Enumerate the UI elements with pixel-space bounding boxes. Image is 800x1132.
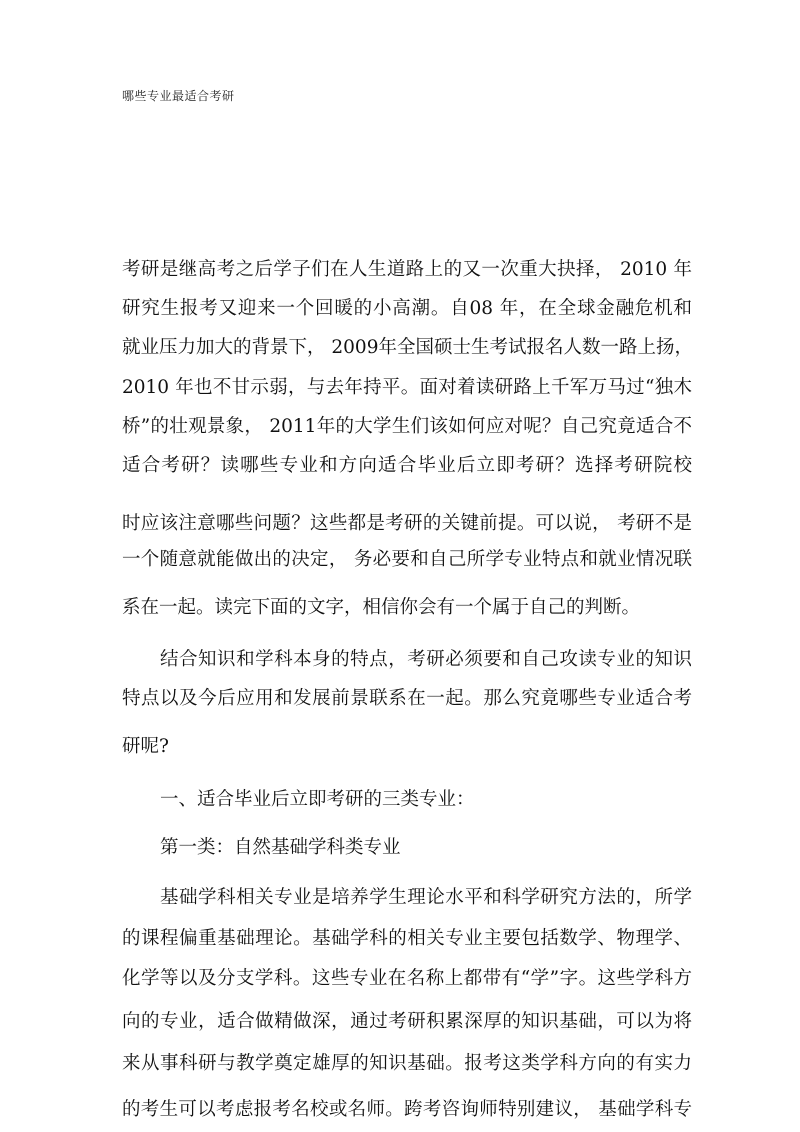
paragraph-1-line-1: 考研是继高考之后学子们在人生道路上的又一次重大抉择， 2010 年	[122, 259, 692, 280]
paragraph-3-line-4: 向的专业，适合做精做深，通过考研积累深厚的知识基础，可以为将	[122, 1011, 692, 1032]
paragraph-3-line-6: 的考生可以考虑报考名校或名师。跨考咨询师特别建议， 基础学科专	[122, 1099, 692, 1120]
paragraph-1-line-6: 适合考研？读哪些专业和方向适合毕业后立即考研？选择考研院校	[122, 455, 692, 476]
paragraph-2-line-2: 特点以及今后应用和发展前景联系在一起。那么究竟哪些专业适合考	[122, 688, 692, 709]
subsection-heading: 第一类：自然基础学科类专业	[160, 837, 401, 858]
paragraph-3-line-5: 来从事科研与教学奠定雄厚的知识基础。报考这类学科方向的有实力	[122, 1053, 692, 1074]
paragraph-1-line-8: 一个随意就能做出的决定， 务必要和自己所学专业特点和就业情况联	[122, 549, 692, 570]
paragraph-2-line-3: 研呢?	[122, 736, 169, 757]
paragraph-1-line-2: 研究生报考又迎来一个回暖的小高潮。自08 年，在全球金融危机和	[122, 298, 692, 319]
paragraph-3-line-1: 基础学科相关专业是培养学生理论水平和科学研究方法的，所学	[160, 887, 692, 908]
paragraph-1-line-7: 时应该注意哪些问题？这些都是考研的关键前提。可以说， 考研不是	[122, 513, 692, 534]
paragraph-1-line-4: 2010 年也不甘示弱，与去年持平。面对着读研路上千军万马过“独木	[122, 377, 692, 398]
paragraph-1-line-9: 系在一起。读完下面的文字，相信你会有一个属于自己的判断。	[122, 597, 641, 618]
paragraph-1-line-3: 就业压力加大的背景下， 2009年全国硕士生考试报名人数一路上扬，	[122, 337, 693, 358]
paragraph-3-line-2: 的课程偏重基础理论。基础学科的相关专业主要包括数学、物理学、	[122, 928, 692, 949]
document-title: 哪些专业最适合考研	[122, 89, 235, 103]
section-heading: 一、适合毕业后立即考研的三类专业：	[160, 789, 475, 810]
paragraph-1-line-5: 桥”的壮观景象， 2011年的大学生们该如何应对呢？自己究竟适合不	[122, 416, 692, 437]
paragraph-2-line-1: 结合知识和学科本身的特点，考研必须要和自己攻读专业的知识	[160, 649, 692, 670]
paragraph-3-line-3: 化学等以及分支学科。这些专业在名称上都带有“学”字。这些学科方	[122, 968, 692, 989]
